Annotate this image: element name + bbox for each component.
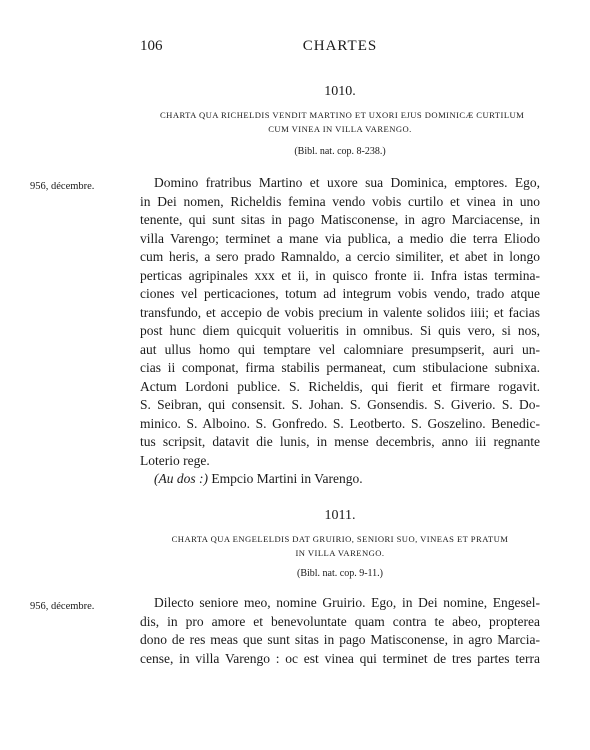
text-line: dono de res meas que sunt sitas in pago Matisconense, in agro Marcia- (140, 632, 540, 647)
text-line: Loterio rege. (140, 452, 210, 468)
dorsal-label: (Au dos :) (154, 471, 208, 486)
charter-source: (Bibl. nat. cop. 8-238.) (294, 146, 386, 157)
text-line: Actum Lordoni publice. S. Richeldis, qui fierit et firmare rogavit. (140, 378, 540, 394)
text-line: perticas agripinales xxx et ii, in quisco fronte ii. Infra istas termina- (140, 267, 540, 283)
text-line: cum heris, a sero prado Ramnaldo, a cercio similiter, et abet in longo (140, 249, 540, 264)
text-line: villa Varengo; terminet a mane via publica, a medio die terra Eliodo (140, 230, 540, 246)
charter-number: 1011. (324, 508, 356, 523)
page-number: 106 (140, 38, 163, 54)
date-note: 956, décembre. (30, 601, 95, 612)
text-line: post hunc diem quicquit volueritis in omnibus. Si quis vero, si nos, (140, 323, 540, 338)
text-line: transfundo, et accepio de vobis precium in valente solidos iiii; et facias (140, 304, 540, 320)
date-note: 956, décembre. (30, 181, 95, 192)
summary-line: CUM VINEA IN VILLA VARENGO. (268, 124, 412, 134)
text-line: aut ullus homo qui temptare vel calomniare presumpserit, auri un- (140, 341, 540, 357)
charter-text (140, 594, 540, 668)
summary-line: CHARTA QUA RICHELDIS VENDIT MARTINO ET UXORI EJUS DOMINICÆ CURTILUM (160, 110, 525, 120)
text-line: Domino fratribus Martino et uxore sua Dominica, emptores. Ego, (154, 175, 540, 190)
text-line: cense, in villa Varengo : oc est vinea qui terminet de tres partes terra (140, 650, 540, 666)
charter-summary (160, 532, 520, 560)
text-line: Dilecto seniore meo, nomine Gruirio. Ego, in Dei nomine, Engesel- (154, 595, 540, 610)
dorsal-note (140, 470, 540, 489)
running-head (140, 38, 540, 58)
text-line: dis, in pro amore et benevoluntate quam contra te abeo, propterea (140, 613, 540, 629)
dorsal-text: Empcio Martini in Varengo. (208, 471, 363, 486)
text-line: minico. S. Alboino. S. Gonfredo. S. Leotberto. S. Goszelino. Benedic- (140, 415, 540, 431)
charter-summary (160, 108, 525, 136)
summary-line: IN VILLA VARENGO. (295, 548, 385, 558)
charter-text (140, 174, 540, 489)
text-line: ciones vel perticaciones, totum ad integrum vobis vendo, trado atque (140, 286, 540, 301)
text-line: S. Seibran, qui consensit. S. Johan. S. Gonsendis. S. Giverio. S. Do- (140, 397, 540, 412)
text-line: in Dei nomen, Richeldis femina vendo vobis curtilo et vinea in uno (140, 193, 540, 209)
summary-line: CHARTA QUA ENGELELDIS DAT GRUIRIO, SENIORI SUO, VINEAS ET PRATUM (171, 534, 509, 544)
running-title: CHARTES (302, 38, 378, 54)
text-line: tus scripsit, datavit die lunis, in mense decembris, anno iii regnante (140, 434, 540, 449)
charter-source: (Bibl. nat. cop. 9-11.) (296, 568, 383, 579)
text-line: tenente, qui sunt sitas in pago Matisconense, in agro Marciacense, in (140, 212, 540, 227)
charter-number: 1010. (324, 84, 356, 99)
text-line: cias ii componat, firma stabilis permaneat, cum stibulacione subnixa. (140, 360, 540, 375)
